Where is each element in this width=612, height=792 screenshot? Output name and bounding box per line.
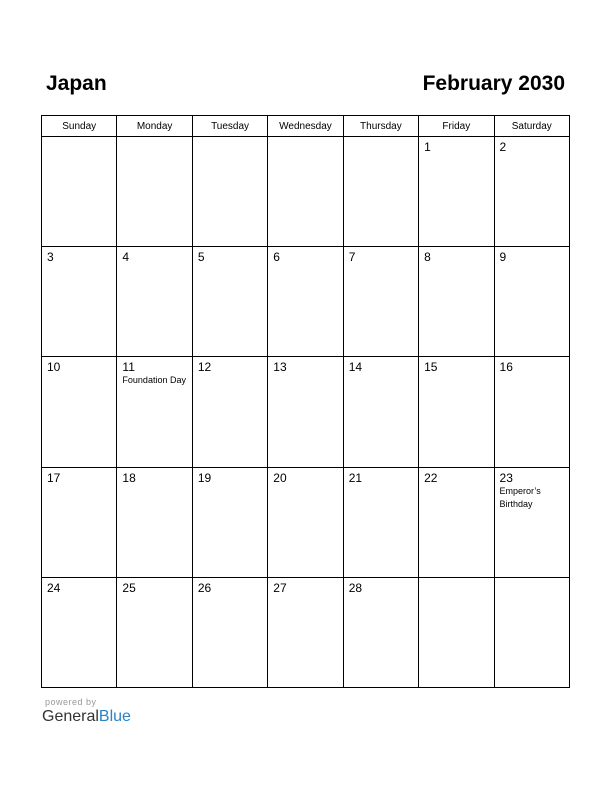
day-number: 1 <box>424 140 431 154</box>
day-number: 17 <box>47 470 61 485</box>
empty-day-cell <box>192 137 267 247</box>
day-number: 14 <box>348 360 363 375</box>
day-number: 20 <box>273 470 287 485</box>
day-cell <box>343 577 418 687</box>
day-number: 8 <box>424 250 431 265</box>
day-cell <box>494 357 569 467</box>
day-cell <box>268 467 343 577</box>
day-number: 18 <box>122 470 136 485</box>
day-number: 11 <box>122 360 135 375</box>
day-cell <box>42 247 117 357</box>
day-number: 23 <box>499 470 513 485</box>
day-cell <box>117 577 192 687</box>
day-cell <box>192 577 267 687</box>
day-cell <box>117 467 192 577</box>
holiday-label: Foundation Day <box>122 375 186 386</box>
day-number: 28 <box>348 580 363 595</box>
empty-day-cell <box>42 137 117 247</box>
day-number: 24 <box>47 580 61 595</box>
day-number: 15 <box>424 360 438 375</box>
empty-day-cell <box>343 137 418 247</box>
day-number: 4 <box>122 250 130 265</box>
day-cell <box>343 247 418 357</box>
day-number: 19 <box>197 470 212 485</box>
day-number: 21 <box>348 470 363 485</box>
day-number: 5 <box>197 250 205 265</box>
calendar-grid <box>41 115 570 688</box>
day-number: 26 <box>197 580 212 595</box>
day-number: 22 <box>424 470 438 485</box>
week-row <box>42 357 570 467</box>
weekday-header: Wednesday <box>268 116 343 137</box>
weekday-header-row <box>42 116 570 137</box>
day-cell <box>419 357 494 467</box>
day-cell <box>419 467 494 577</box>
empty-day-cell <box>494 577 569 687</box>
day-cell <box>117 247 192 357</box>
day-cell <box>343 467 418 577</box>
empty-day-cell <box>419 577 494 687</box>
day-cell <box>419 137 494 247</box>
day-cell <box>192 357 267 467</box>
day-number: 9 <box>499 250 507 265</box>
weekday-header: Thursday <box>343 116 418 137</box>
day-number: 16 <box>499 360 513 375</box>
month-title: February 2030 <box>422 72 565 95</box>
weekday-header: Tuesday <box>192 116 267 137</box>
week-row <box>42 467 570 577</box>
holiday-label: Emperor’s Birthday <box>499 485 541 509</box>
day-number: 12 <box>197 360 212 375</box>
weekday-header: Saturday <box>494 116 569 137</box>
weekday-header: Friday <box>419 116 494 137</box>
day-cell <box>192 467 267 577</box>
day-number: 7 <box>348 250 356 265</box>
day-cell <box>268 577 343 687</box>
weekday-header: Monday <box>117 116 192 137</box>
day-cell <box>192 247 267 357</box>
branding <box>42 697 131 726</box>
day-cell <box>42 357 117 467</box>
day-cell <box>419 247 494 357</box>
week-row <box>42 137 570 247</box>
day-number: 10 <box>47 360 61 375</box>
day-number: 6 <box>273 250 280 265</box>
weekday-header: Sunday <box>42 116 117 137</box>
day-number: 27 <box>273 580 287 595</box>
logo-blue: Blue <box>98 708 131 725</box>
logo-general: General <box>42 708 99 725</box>
powered-by-text: powered by <box>45 697 97 707</box>
day-cell <box>117 357 192 467</box>
day-cell <box>494 137 569 247</box>
day-number: 2 <box>499 140 507 154</box>
day-cell <box>343 357 418 467</box>
day-cell <box>42 577 117 687</box>
week-row <box>42 247 570 357</box>
day-number: 13 <box>273 360 287 375</box>
generalblue-logo <box>42 708 131 726</box>
empty-day-cell <box>117 137 192 247</box>
day-cell <box>42 467 117 577</box>
day-number: 3 <box>47 250 54 265</box>
empty-day-cell <box>268 137 343 247</box>
country-title: Japan <box>46 72 107 95</box>
day-number: 25 <box>122 580 136 595</box>
week-row <box>42 577 570 687</box>
day-cell <box>494 467 569 577</box>
day-cell <box>268 247 343 357</box>
day-cell <box>268 357 343 467</box>
day-cell <box>494 247 569 357</box>
